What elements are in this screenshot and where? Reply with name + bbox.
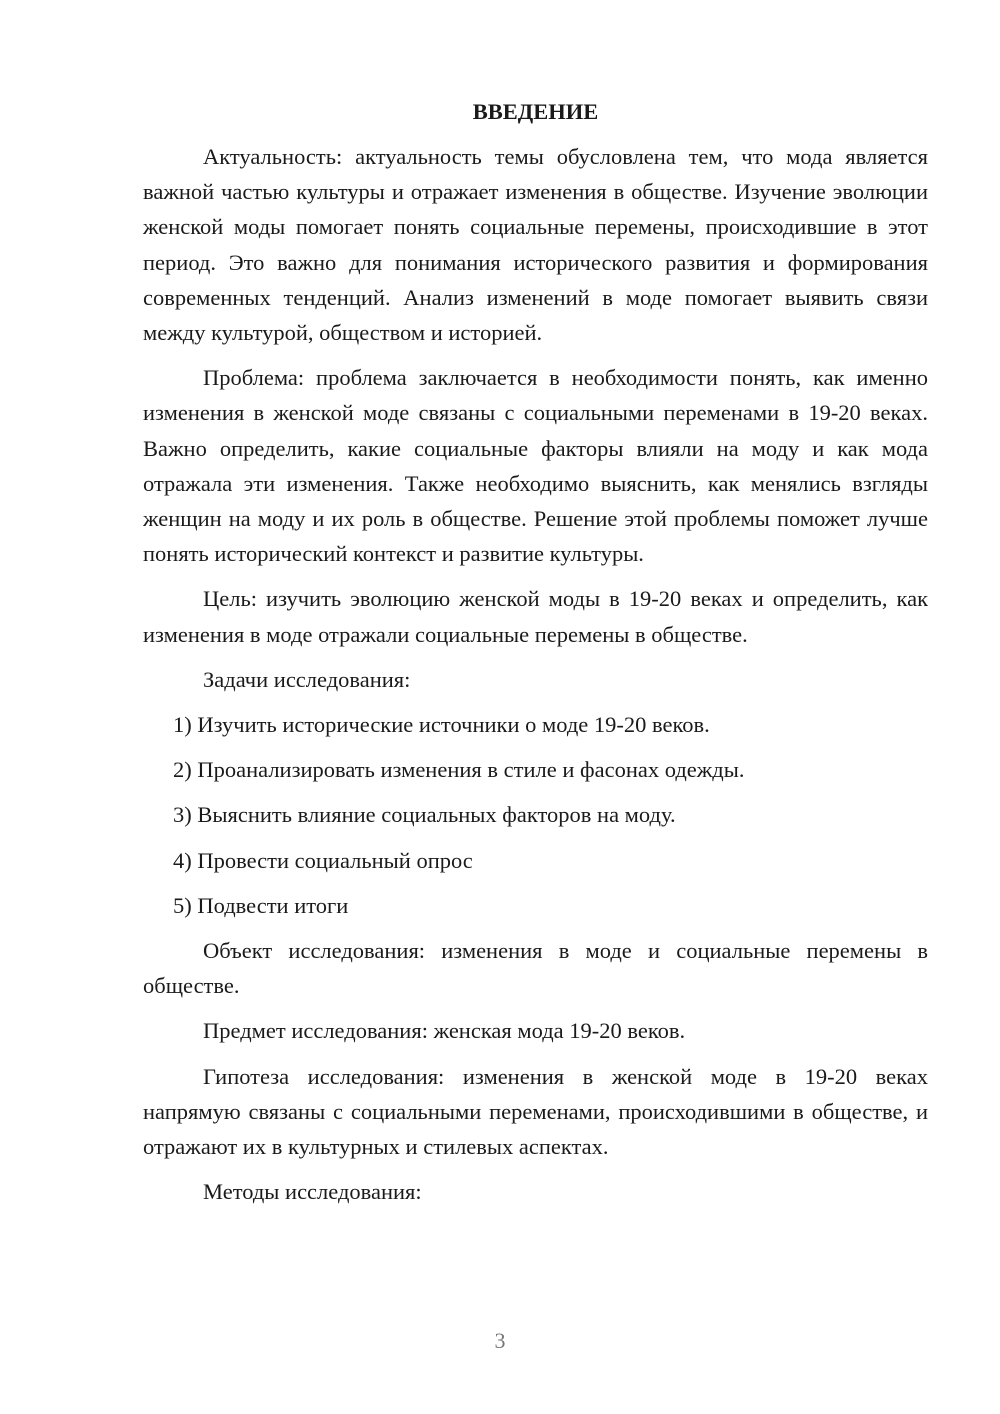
goal-paragraph: Цель: изучить эволюцию женской моды в 19-20 веках и определить, как изменения в моде отражали социальные перемены в обществе.	[143, 586, 928, 647]
task-item-4: 4) Провести социальный опрос	[173, 847, 473, 873]
relevance-paragraph: Актуальность: актуальность темы обусловлена тем, что мода является важной частью культуры и отражает изменения в обществе. Изучение эволюции женской моды помогает понять социальные перемены, происходившие в этот период. Это важно для понимания исторического развития и формирования современных тенденций. Анализ изменений в моде помогает выявить связи между культурой, обществом и историей.	[143, 144, 928, 346]
task-item-2: 2) Проанализировать изменения в стиле и фасонах одежды.	[173, 757, 745, 783]
hypothesis-paragraph: Гипотеза исследования: изменения в женской моде в 19-20 веках напрямую связаны с социальными переменами, происходившими в обществе, и отражают их в культурных и стилевых аспектах.	[143, 1063, 928, 1160]
task-item-1: 1) Изучить исторические источники о моде 19-20 веков.	[173, 712, 710, 738]
tasks-heading: Задачи исследования:	[203, 666, 411, 692]
object-paragraph: Объект исследования: изменения в моде и социальные перемены в обществе.	[143, 938, 928, 999]
tasks-list	[143, 707, 928, 923]
methods-heading: Методы исследования:	[203, 1179, 422, 1205]
subject-paragraph: Предмет исследования: женская мода 19-20 веков.	[203, 1018, 686, 1044]
section-title: ВВЕДЕНИЕ	[472, 99, 599, 124]
page-content	[143, 94, 928, 1219]
problem-paragraph: Проблема: проблема заключается в необходимости понять, как именно изменения в женской моде связаны с социальными переменами в 19-20 веках. Важно определить, какие социальные факторы влияли на моду и как мода отражала эти изменения. Также необходимо выяснить, как менялись взгляды женщин на моду и их роль в обществе. Решение этой проблемы поможет лучше понять исторический контекст и развитие культуры.	[143, 365, 928, 567]
page-number: 3	[494, 1328, 506, 1353]
task-item-5: 5) Подвести итоги	[173, 892, 349, 918]
task-item-3: 3) Выяснить влияние социальных факторов на моду.	[173, 802, 676, 828]
